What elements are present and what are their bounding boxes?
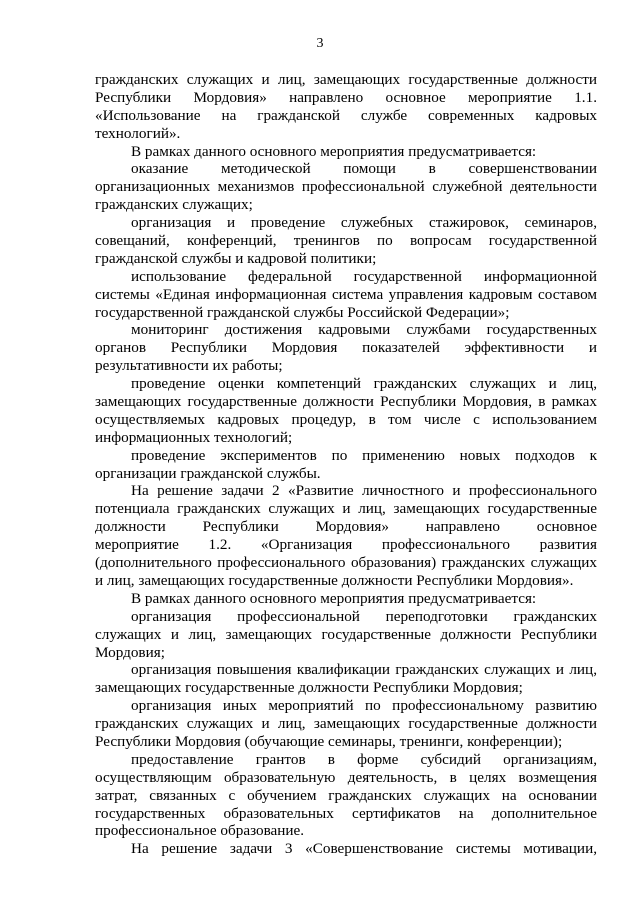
text-line: организация и проведение служебных стажировок, семинаров, [131, 214, 597, 232]
paragraph [95, 268, 597, 322]
paragraph [95, 321, 597, 375]
paragraph [95, 214, 597, 268]
text-line: профессиональное образование. [95, 822, 305, 840]
text-line: мероприятие 1.2. «Организация профессионального развития [95, 536, 597, 554]
text-line: проведение экспериментов по применению новых подходов к [131, 446, 597, 464]
text-line: и лиц, замещающих государственные должности Республики Мордовия». [95, 571, 574, 589]
text-line: государственных образовательных сертификатов на дополнительное [95, 804, 597, 822]
text-line: Республики Мордовия» направлено основное мероприятие 1.1. [95, 88, 597, 106]
paragraph [95, 482, 597, 589]
text-line: В рамках данного основного мероприятия предусматривается: [131, 142, 537, 160]
paragraph [95, 447, 597, 483]
text-line: организационных механизмов профессиональной служебной деятельности [95, 178, 597, 196]
paragraph [95, 375, 597, 447]
paragraph [95, 661, 597, 697]
paragraph [95, 590, 597, 608]
text-line: результативности их работы; [95, 357, 283, 375]
text-line: должности Республики Мордовия» направлено основное [95, 518, 597, 536]
text-line: организация профессиональной переподготовки гражданских [131, 607, 597, 625]
text-line: замещающих государственные должности Республики Мордовия; [95, 679, 523, 697]
text-line: осуществляющим образовательную деятельность, в целях возмещения [95, 768, 597, 786]
text-line: На решение задачи 2 «Развитие личностного и профессионального [131, 482, 597, 500]
text-line: системы «Единая информационная система управления кадровым составом [95, 285, 597, 303]
text-line: затрат, связанных с обучением гражданских служащих на основании [95, 786, 597, 804]
page-number: 3 [316, 36, 324, 51]
text-line: информационных технологий; [95, 428, 293, 446]
text-line: предоставление грантов в форме субсидий организациям, [131, 750, 597, 768]
text-line: государственной гражданской службы Российской Федерации»; [95, 303, 510, 321]
paragraph [95, 160, 597, 214]
text-line: организация иных мероприятий по профессиональному развитию [131, 697, 597, 715]
text-line: технологий». [95, 124, 181, 142]
text-line: оказание методической помощи в совершенствовании [131, 160, 597, 178]
text-line: совещаний, конференций, тренингов по вопросам государственной [95, 232, 597, 250]
text-line: гражданских служащих; [95, 196, 253, 214]
text-line: «Использование на гражданской службе современных кадровых [95, 106, 597, 124]
text-line: проведение оценки компетенций гражданских служащих и лиц, [131, 375, 597, 393]
text-line: использование федеральной государственной информационной [131, 267, 597, 285]
paragraph [95, 143, 597, 161]
text-line: Мордовия; [95, 643, 165, 661]
text-line: служащих и лиц, замещающих государственные должности Республики [95, 625, 597, 643]
text-line: гражданских служащих и лиц, замещающих государственные должности [95, 715, 597, 733]
text-line: мониторинг достижения кадровыми службами государственных [131, 321, 597, 339]
paragraph [95, 608, 597, 662]
text-line: На решение задачи 3 «Совершенствование системы мотивации, [131, 840, 597, 858]
text-line: осуществляемых кадровых процедур, в том числе с использованием [95, 410, 597, 428]
text-line: замещающих государственные должности Республики Мордовия, в рамках [95, 393, 597, 411]
paragraph [95, 697, 597, 751]
text-line: организация повышения квалификации гражданских служащих и лиц, [131, 661, 597, 679]
text-line: (дополнительного профессионального образования) гражданских служащих [95, 554, 597, 572]
text-line: гражданских служащих и лиц, замещающих государственные должности [95, 71, 597, 88]
paragraph [95, 71, 597, 143]
text-line: Республики Мордовия (обучающие семинары, тренинги, конференции); [95, 732, 563, 750]
text-line: гражданской службы и кадровой политики; [95, 249, 377, 267]
text-line: органов Республики Мордовия показателей эффективности и [95, 339, 597, 357]
text-line: потенциала гражданских служащих и лиц, замещающих государственные [95, 500, 597, 518]
paragraph [95, 840, 597, 858]
paragraph [95, 751, 597, 840]
text-line: организации гражданской службы. [95, 464, 321, 482]
document-body [95, 71, 597, 858]
text-line: В рамках данного основного мероприятия предусматривается: [131, 589, 537, 607]
